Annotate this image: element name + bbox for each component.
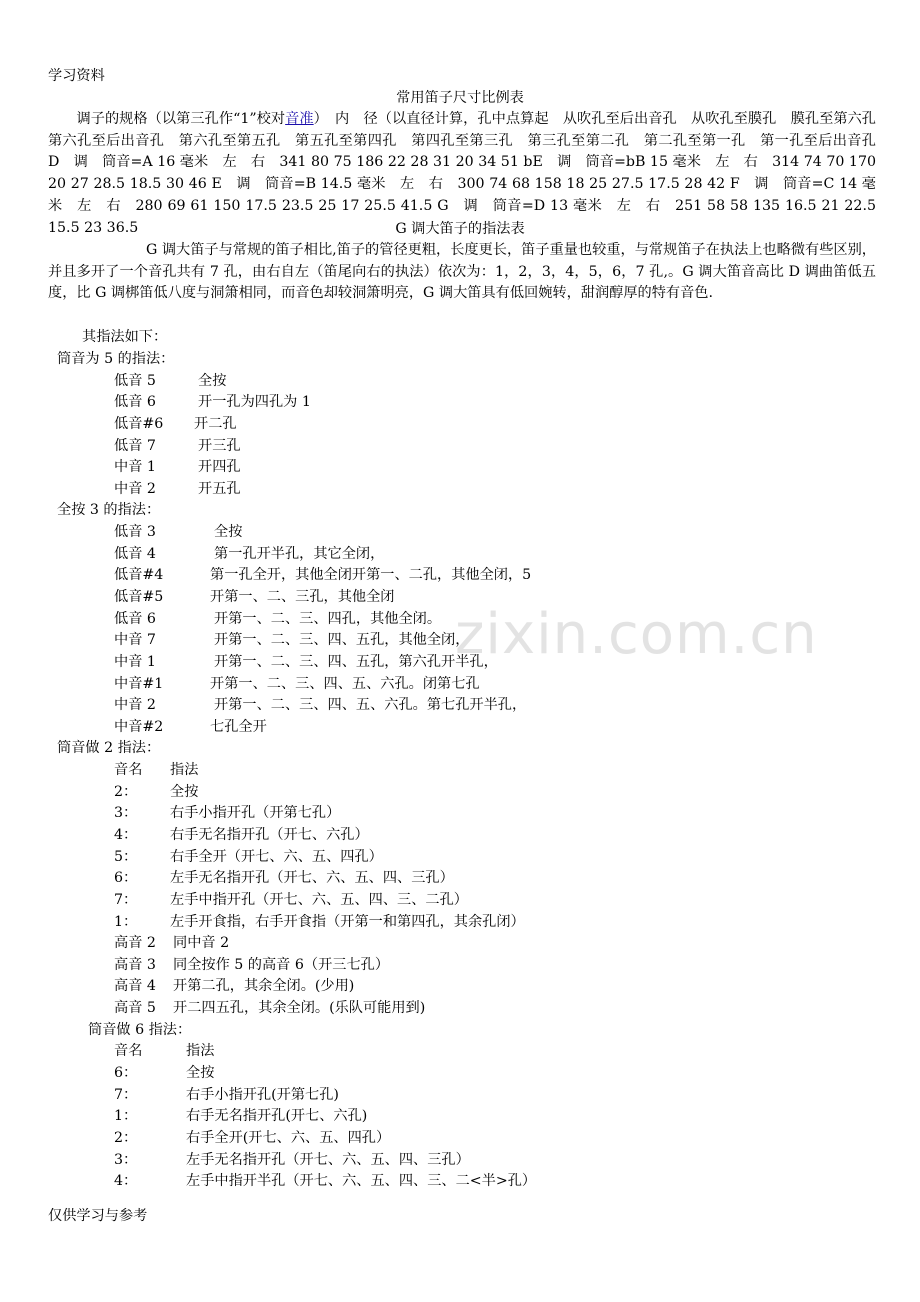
header-label: 学习资料	[48, 68, 105, 84]
fingering-text: 左手无名指开孔（开七、六、五、四、三孔）	[170, 870, 454, 886]
note-name: 2：	[114, 784, 138, 800]
fingering-text: 全按	[214, 524, 243, 540]
note-name: 6：	[114, 1065, 138, 1081]
table2-intro: G 调大笛子与常规的笛子相比,笛子的管径更粗，长度更长，笛子重量也较重，与常规笛子在执法上也略微有些区别，并且多开了一个音孔共有 7 孔，由右自左（笛尾向右的执法）依次为：1，2，3，4，5，6，7 孔,。G 调大笛音高比 D 调曲笛低五度，比 G 调梆笛低八度与洞箫相同，而音色却较洞箫明亮，G 调大笛具有低回婉转，甜润醇厚的特有音色.	[48, 242, 876, 302]
fingering-text: 开四孔	[198, 459, 241, 475]
note-name: 低音 6	[114, 611, 156, 627]
fingering-text: 右手全开(开七、六、五、四孔）	[186, 1130, 391, 1146]
fingering-text: 左手开食指，右手开食指（开第一和第四孔，其余孔闭）	[170, 914, 525, 930]
fingering-text: 右手小指开孔(开第七孔)	[186, 1087, 339, 1103]
pitch-link[interactable]: 音准	[285, 111, 314, 127]
fingering-text: 全按	[198, 373, 227, 389]
fingering-text: 右手全开（开七、六、五、四孔）	[170, 849, 383, 865]
note-name: 低音 5	[114, 373, 156, 389]
note-name: 3：	[114, 1152, 138, 1168]
note-name: 5：	[114, 849, 138, 865]
fingering-text: 右手无名指开孔（开七、六孔）	[170, 827, 369, 843]
fingering-text: 开第一、二、三、四孔，其他全闭。	[214, 611, 442, 627]
note-name: 中音 1	[114, 459, 156, 475]
fingering-text: 开二孔	[194, 416, 237, 432]
fingering-text: 全按	[170, 784, 199, 800]
note-name: 2：	[114, 1130, 138, 1146]
note-name: 高音 5	[114, 1000, 156, 1016]
column-header-note: 音名	[114, 762, 143, 778]
column-header-fingering: 指法	[170, 762, 199, 778]
note-name: 6：	[114, 870, 138, 886]
fingering-text: 开一孔为四孔为 1	[198, 394, 311, 410]
table1-text-after-link: ） 内 径（以直径计算，孔中点算起 从吹孔至后出音孔 从吹孔至膜孔 膜孔至第六孔 第六孔至后出音孔 第六孔至第五孔 第五孔至第四孔 第四孔至第三孔 第三孔至第二孔 第二孔至第一孔 第一孔至后出音孔 D 调 筒音=A 16 毫米 左 右 341 80 75 186 22 28 31 20 34 51 bE 调 筒音=bB 15 毫米 左 右 314 74 70 170 20 27 28.5 18.5 30 46 E 调 筒音=B 14.5 毫米 左 右 300 74 68 158 18 25 27.5 17.5 28 42 F 调 筒音=C 14 毫米 左 右 280 69 61 150 17.5 23.5 25 17 25.5 41.5 G 调 筒音=D 13 毫米 左 右 251 58 58 135 16.5 21 22.5 15.5 23 36.5	[48, 111, 891, 236]
fingering-text: 第一孔开半孔，其它全闭，	[214, 546, 385, 562]
column-header-note: 音名	[114, 1043, 143, 1059]
fingering-text: 开第一、二、三、四、五、六孔。闭第七孔	[210, 676, 480, 692]
fingering-text: 同全按作 5 的高音 6（开三七孔）	[173, 957, 390, 973]
section-heading: 筒音做 6 指法：	[88, 1022, 192, 1038]
column-header-fingering: 指法	[186, 1043, 215, 1059]
note-name: 中音 1	[114, 654, 156, 670]
fingering-text: 同中音 2	[173, 935, 230, 951]
fingering-text: 开第一、二、三、四、五孔，第六孔开半孔，	[214, 654, 498, 670]
note-name: 1：	[114, 914, 138, 930]
note-name: 4：	[114, 1173, 138, 1189]
fingering-text: 全按	[186, 1065, 215, 1081]
note-name: 中音#2	[114, 719, 164, 735]
fingering-text: 开第二孔，其余全闭。(少用)	[173, 978, 355, 994]
table1-title: 常用笛子尺寸比例表	[396, 90, 524, 106]
note-name: 低音#4	[114, 567, 164, 583]
note-name: 低音 4	[114, 546, 156, 562]
fingering-text: 开五孔	[198, 481, 241, 497]
watermark: zixin.com.cn	[455, 602, 818, 667]
fingering-text: 右手小指开孔（开第七孔）	[170, 805, 341, 821]
note-name: 高音 4	[114, 978, 156, 994]
fingering-text: 左手中指开孔（开七、六、五、四、三、二孔）	[170, 892, 468, 908]
note-name: 低音 7	[114, 438, 156, 454]
fingering-text: 右手无名指开孔(开七、六孔)	[186, 1108, 368, 1124]
table1-text-before-link: 调子的规格（以第三孔作“1”校对	[48, 111, 286, 127]
note-name: 高音 3	[114, 957, 156, 973]
section-heading: 筒音做 2 指法：	[57, 740, 161, 756]
fingering-text: 开第一、二、三孔，其他全闭	[210, 589, 395, 605]
note-name: 中音#1	[114, 676, 164, 692]
note-name: 高音 2	[114, 935, 156, 951]
note-name: 低音#6	[114, 416, 164, 432]
fingering-text: 开二四五孔，其余全闭。(乐队可能用到)	[173, 1000, 426, 1016]
note-name: 7：	[114, 892, 138, 908]
note-name: 4：	[114, 827, 138, 843]
fingering-text: 开第一、二、三、四、五孔，其他全闭，	[214, 632, 470, 648]
note-name: 低音 3	[114, 524, 156, 540]
table2-title: G 调大笛子的指法表	[395, 221, 525, 237]
fingering-text: 开第一、二、三、四、五、六孔。第七孔开半孔，	[214, 697, 527, 713]
fingering-text: 左手无名指开孔（开七、六、五、四、三孔）	[186, 1152, 470, 1168]
note-name: 中音 2	[114, 481, 156, 497]
note-name: 3：	[114, 805, 138, 821]
fingering-text: 开三孔	[198, 438, 241, 454]
table2-lead: 其指法如下：	[82, 329, 168, 345]
footer-label: 仅供学习与参考	[48, 1208, 148, 1224]
section-heading: 筒音为 5 的指法：	[57, 351, 175, 367]
fingering-text: 第一孔全开，其他全闭开第一、二孔，其他全闭，5	[210, 567, 532, 583]
note-name: 7：	[114, 1087, 138, 1103]
note-name: 低音#5	[114, 589, 164, 605]
section-heading: 全按 3 的指法：	[57, 502, 161, 518]
fingering-text: 七孔全开	[210, 719, 267, 735]
fingering-text: 左手中指开半孔（开七、六、五、四、三、二<半>孔）	[186, 1173, 537, 1189]
note-name: 中音 2	[114, 697, 156, 713]
note-name: 中音 7	[114, 632, 156, 648]
note-name: 低音 6	[114, 394, 156, 410]
note-name: 1：	[114, 1108, 138, 1124]
